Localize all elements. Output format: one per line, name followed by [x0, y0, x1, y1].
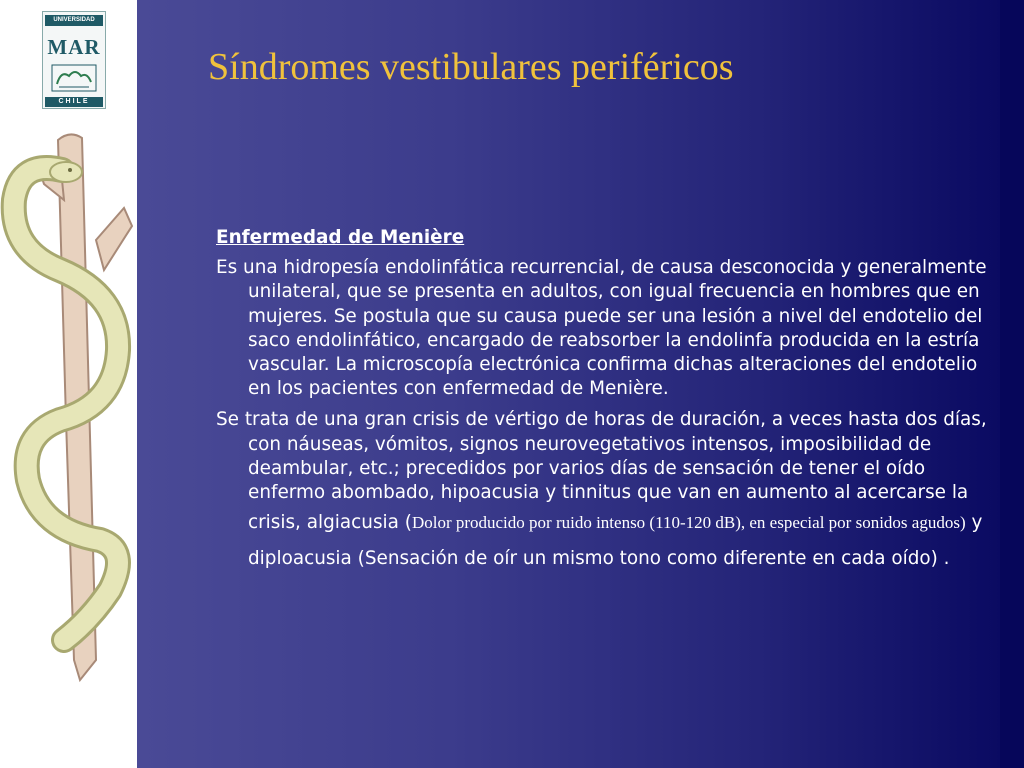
sidebar: [0, 0, 137, 768]
right-edge-band: [1000, 0, 1024, 768]
logo-name: MAR: [47, 35, 101, 59]
paragraph-2-main: Se trata de una gran crisis de vértigo de horas de duración, a veces hasta dos días, con náuseas, vómitos, signos neurovegetativos intensos, imposibilidad de deambular, etc.; precedidos por varios días de sensación de tener el oído enfermo abombado, hipoacusia y tinnitus que van en aumento al acercarse la crisis, algiacusia (: [216, 409, 987, 534]
rod-of-asclepius-icon: [0, 120, 137, 700]
paragraph-2: [216, 408, 998, 577]
content-body: [216, 226, 998, 584]
paragraph-1: Es una hidropesía endolinfática recurrencial, de causa desconocida y generalmente unilateral, que se presenta en adultos, con igual frecuencia en hombres que en mujeres. Se postula que su causa puede ser una lesión a nivel del endotelio del saco endolinfático, encargado de reabsorber la endolinfa producida en la estría vascular. La microscopía electrónica confirma dichas alteraciones del endotelio en los pacientes con enfermedad de Menière.: [216, 257, 987, 400]
logo-emblem-icon: [51, 64, 97, 92]
paragraph-2-end: y diploacusia (Sensación de oír un mismo tono como diferente en cada oído) .: [248, 512, 983, 570]
university-logo: [42, 11, 106, 109]
slide-title: Síndromes vestibulares periféricos: [208, 46, 734, 88]
paragraph-2-note: Dolor producido por ruido intenso (110-120 dB), en especial por sonidos agudos): [411, 513, 966, 533]
logo-top-text: UNIVERSIDAD: [45, 15, 103, 26]
logo-country: CHILE: [45, 97, 103, 107]
section-heading: Enfermedad de Menière: [216, 227, 465, 248]
